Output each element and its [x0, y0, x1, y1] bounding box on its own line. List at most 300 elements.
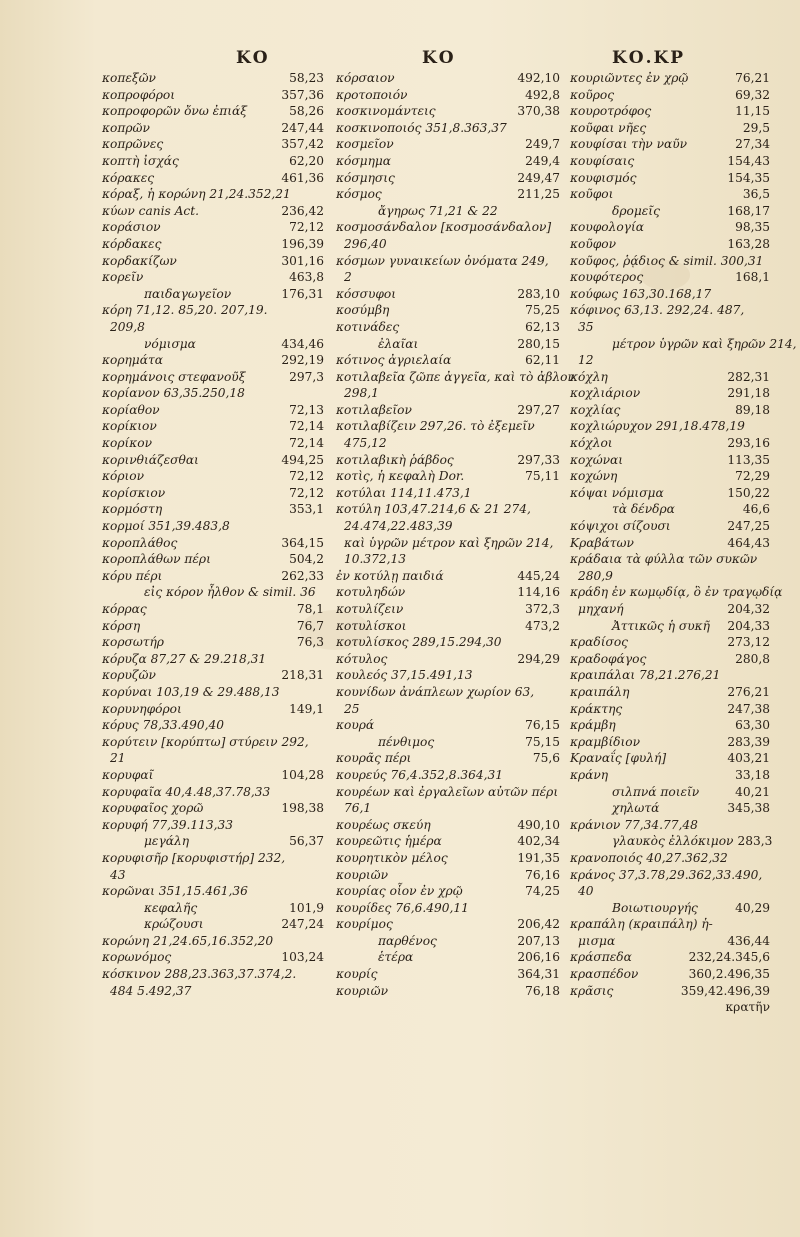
entry-term: κορδακίζων	[102, 253, 177, 268]
entry-reference	[556, 435, 560, 452]
index-entry	[102, 850, 324, 867]
entry-reference: 204,32	[727, 602, 770, 616]
entry-term: κοῦρος	[570, 87, 615, 102]
entry-reference	[766, 916, 770, 933]
entry-term: κορυνηφόροι	[102, 701, 182, 716]
index-entry	[570, 551, 770, 568]
entry-term: κράνος 37,3.78,29.362,33.490,	[570, 867, 763, 882]
entry-reference: 504,2	[289, 552, 324, 567]
entry-reference	[556, 219, 560, 236]
entry-reference: 402,34	[517, 834, 560, 849]
entry-term: μισμα	[578, 933, 616, 948]
entry-term: κοπρῶνες	[102, 137, 164, 152]
index-entry	[336, 336, 560, 353]
index-column-3	[570, 70, 797, 1016]
index-entry	[102, 568, 324, 585]
entry-reference: 40,21	[735, 784, 770, 799]
entry-reference: 114,16	[517, 585, 560, 600]
index-entry	[336, 352, 560, 369]
index-entry	[102, 369, 324, 386]
index-entry	[570, 933, 770, 950]
entry-term: παιδαγωγεῖον	[144, 286, 232, 301]
entry-reference	[320, 385, 324, 402]
entry-term: κοπρῶν	[102, 120, 150, 135]
entry-reference: 282,31	[727, 369, 770, 384]
index-entry	[570, 385, 770, 402]
entry-reference: 72,12	[289, 469, 324, 484]
entry-term: κορμοί 351,39.483,8	[102, 519, 230, 534]
entry-reference: 154,43	[727, 153, 770, 168]
entry-reference: 168,1	[735, 270, 770, 285]
entry-term: γλαυκὸς ἐλλόκιμον	[612, 834, 734, 849]
entry-reference: 297,33	[517, 452, 560, 467]
index-entry	[336, 418, 560, 435]
entry-term: κραδοφάγος	[570, 651, 647, 666]
entry-reference: 62,11	[525, 353, 560, 368]
index-entry	[570, 999, 770, 1016]
entry-term: κουφίσαις	[570, 153, 635, 168]
entry-term: κόσμησις	[336, 170, 395, 185]
index-entry	[570, 518, 770, 535]
index-entry	[336, 369, 575, 386]
entry-term: κότινος ἀγριελαία	[336, 353, 452, 368]
index-entry	[102, 352, 324, 369]
index-entry	[102, 584, 324, 601]
index-entry	[102, 734, 324, 751]
entry-reference: 276,21	[727, 684, 770, 699]
entry-reference	[766, 302, 770, 319]
entry-term: κορίσκιον	[102, 485, 166, 500]
index-entry	[336, 286, 560, 303]
entry-reference	[556, 767, 560, 784]
entry-reference: 473,2	[525, 618, 560, 633]
entry-term: κοπτὴ ἰσχάς	[102, 153, 179, 168]
entry-term: εἰς κόρον ἦλθον & simil. 36	[144, 585, 316, 600]
entry-term: κοπροφόροι	[102, 87, 175, 102]
index-entry	[336, 933, 560, 950]
index-entry	[336, 485, 560, 502]
entry-reference: 283,39	[727, 734, 770, 749]
index-entry	[570, 70, 770, 87]
index-entry	[336, 153, 560, 170]
index-entry	[336, 551, 560, 568]
entry-term: 21	[110, 751, 126, 766]
index-entry	[102, 136, 324, 153]
index-entry	[102, 883, 324, 900]
entry-term: κορμόστη	[102, 502, 163, 517]
entry-reference	[320, 983, 324, 1000]
entry-reference	[556, 120, 560, 137]
index-entry	[102, 186, 324, 203]
entry-reference	[320, 319, 324, 336]
index-entry	[336, 916, 560, 933]
entry-term: κοχώνη	[570, 469, 618, 484]
entry-reference: 72,29	[735, 469, 770, 484]
index-entry	[336, 684, 560, 701]
entry-reference: 247,38	[727, 701, 770, 716]
entry-term: κορημάνοις στεφανοῦξ	[102, 369, 246, 384]
entry-reference	[766, 867, 770, 884]
entry-term: κορύτειν [κορύπτω] στύρειν 292,	[102, 734, 309, 749]
entry-term: κραδίσος	[570, 635, 628, 650]
index-entry	[102, 402, 324, 419]
entry-reference: κρατῆν	[725, 1000, 770, 1015]
entry-reference	[796, 336, 800, 353]
index-entry	[570, 867, 770, 884]
entry-reference: 62,13	[525, 319, 560, 334]
entry-reference: 113,35	[727, 452, 770, 467]
index-entry	[336, 468, 560, 485]
index-entry	[102, 518, 324, 535]
entry-reference	[556, 900, 560, 917]
entry-term: κουφισμός	[570, 170, 637, 185]
entry-term: κράνη	[570, 767, 609, 782]
entry-reference	[766, 352, 770, 369]
entry-reference	[556, 667, 560, 684]
entry-term: καὶ ὑγρῶν μέτρον καὶ ξηρῶν 214,	[344, 535, 554, 550]
entry-reference: 58,26	[289, 104, 324, 119]
index-entry	[336, 750, 560, 767]
entry-reference	[556, 535, 560, 552]
entry-term: κόψαι νόμισμα	[570, 485, 664, 500]
entry-reference	[320, 850, 324, 867]
entry-term: κόρσαιον	[336, 71, 395, 85]
index-entry	[570, 717, 770, 734]
entry-term: κορεῖν	[102, 270, 144, 285]
entry-reference: 75,11	[525, 469, 560, 484]
entry-reference: 89,18	[735, 402, 770, 417]
entry-reference	[556, 551, 560, 568]
entry-term: κεφαλῆς	[144, 900, 198, 915]
entry-term: μηχανή	[578, 602, 624, 616]
entry-reference: 403,21	[727, 751, 770, 766]
entry-term: κορωνόμος	[102, 950, 172, 965]
index-entry	[570, 850, 770, 867]
entry-term: κοτυλίσκοι	[336, 618, 407, 633]
entry-reference: 357,42	[281, 137, 324, 152]
index-entry	[102, 900, 324, 917]
entry-reference: 149,1	[289, 701, 324, 716]
entry-term: 209,8	[110, 319, 145, 334]
entry-reference: 492,8	[525, 87, 560, 102]
index-entry	[336, 253, 560, 270]
entry-term: κουρητικὸν μέλος	[336, 850, 448, 865]
index-entry	[102, 833, 324, 850]
entry-term: κοτυληδών	[336, 585, 406, 600]
index-entry	[570, 186, 770, 203]
entry-term: 25	[344, 701, 360, 716]
index-entry	[570, 170, 770, 187]
index-entry	[336, 800, 560, 817]
entry-reference: 434,46	[281, 336, 324, 351]
entry-reference	[320, 684, 324, 701]
entry-term: κοσμοσάνδαλον [κοσμοσάνδαλον]	[336, 220, 552, 235]
index-entry	[336, 767, 560, 784]
entry-reference: 75,25	[525, 303, 560, 318]
entry-reference: 168,17	[727, 203, 770, 218]
entry-reference	[320, 717, 324, 734]
entry-term: τὰ δένδρα	[612, 502, 675, 517]
entry-reference	[556, 236, 560, 253]
index-entry	[570, 369, 770, 386]
index-entry	[570, 136, 770, 153]
entry-term: κορημάτα	[102, 353, 163, 368]
entry-term: κουρίμος	[336, 917, 393, 932]
entry-term: κοχώναι	[570, 452, 624, 467]
entry-term: κουφότερος	[570, 270, 644, 285]
entry-reference	[556, 385, 560, 402]
index-entry	[102, 817, 324, 834]
index-entry	[336, 501, 560, 518]
entry-reference	[556, 518, 560, 535]
index-entry	[570, 750, 770, 767]
index-entry	[336, 120, 560, 137]
entry-term: κόχλοι	[570, 436, 613, 451]
index-entry	[336, 784, 560, 801]
entry-term: πένθιμος	[378, 734, 435, 749]
entry-term: χηλωτά	[612, 801, 660, 816]
entry-reference	[320, 867, 324, 884]
entry-term: κορυζῶν	[102, 668, 156, 683]
entry-term: κραιπάλαι 78,21.276,21	[570, 668, 721, 683]
index-entry	[336, 667, 560, 684]
entry-reference: 283,3	[737, 834, 773, 849]
entry-term: μέτρον ὑγρῶν καὶ ξηρῶν 214,	[612, 336, 797, 351]
entry-reference: 104,28	[281, 767, 324, 782]
entry-reference: 492,10	[517, 71, 560, 85]
entry-term: κόψιχοι σίζουσι	[570, 519, 671, 534]
entry-reference	[320, 933, 324, 950]
entry-term: κόρυ πέρι	[102, 568, 163, 583]
entry-term: κόσκινον 288,23.363,37.374,2.	[102, 967, 297, 982]
entry-term: κορώνη 21,24.65,16.352,20	[102, 933, 274, 948]
entry-reference: 297,27	[517, 402, 560, 417]
entry-term: κόφινος 63,13. 292,24. 487,	[570, 303, 745, 318]
entry-term: κοτιλαβεῖον	[336, 402, 412, 417]
index-entry	[102, 767, 324, 784]
entry-term: κράδη ἐν κωμῳδίᾳ, ὃ ἐν τραγῳδίᾳ	[570, 585, 783, 600]
index-entry	[336, 634, 560, 651]
entry-reference: 58,23	[289, 71, 324, 85]
index-entry	[336, 535, 560, 552]
entry-reference: 353,1	[289, 502, 324, 517]
index-entry	[102, 153, 324, 170]
entry-reference: 36,5	[742, 187, 770, 202]
index-entry	[336, 236, 560, 253]
entry-term: κραιπάλη	[570, 684, 630, 699]
running-head-left: ΚΟ	[236, 48, 270, 68]
running-head-center: ΚΟ	[422, 48, 456, 68]
entry-term: κουρίς	[336, 967, 378, 982]
entry-term: κοτινάδες	[336, 319, 400, 334]
entry-term: κράδαια τὰ φύλλα τῶν συκῶν	[570, 552, 758, 567]
entry-term: κουρέως σκεύη	[336, 817, 431, 832]
index-entry	[336, 319, 560, 336]
entry-term: κουρεύς 76,4.352,8.364,31	[336, 767, 503, 782]
entry-term: κορυφαῖα 40,4.48,37.78,33	[102, 784, 271, 799]
index-entry	[102, 784, 324, 801]
index-entry	[570, 485, 770, 502]
index-entry	[570, 153, 770, 170]
entry-term: κορίανον 63,35.250,18	[102, 386, 245, 401]
index-entry	[102, 253, 324, 270]
entry-reference: 163,28	[727, 236, 770, 251]
entry-reference	[556, 501, 560, 518]
entry-reference: 357,36	[281, 87, 324, 102]
index-entry	[570, 767, 770, 784]
entry-reference	[766, 817, 770, 834]
entry-reference	[766, 319, 770, 336]
entry-term: 12	[578, 353, 594, 368]
entry-reference: 211,25	[517, 187, 560, 202]
index-entry	[102, 651, 324, 668]
index-entry	[336, 219, 560, 236]
entry-reference	[320, 302, 324, 319]
entry-term: κοτύλη 103,47.214,6 & 21 274,	[336, 502, 531, 517]
entry-reference: 196,39	[281, 236, 324, 251]
entry-term: κουνίδων ἀνάπλεων χωρίον 63,	[336, 684, 535, 699]
entry-term: 76,1	[344, 801, 372, 816]
index-entry	[336, 734, 560, 751]
entry-term: 35	[578, 319, 594, 334]
index-entry	[336, 170, 560, 187]
entry-reference: 345,38	[727, 801, 770, 816]
entry-term: κόρυς 78,33.490,40	[102, 718, 225, 733]
entry-reference: 249,7	[525, 137, 560, 152]
entry-term: κοπεξῶν	[102, 71, 156, 85]
entry-term: κόχλη	[570, 369, 608, 384]
entry-reference: 78,1	[296, 602, 324, 616]
index-entry	[336, 452, 560, 469]
index-entry	[102, 385, 324, 402]
entry-reference: 72,12	[289, 220, 324, 235]
entry-term: 475,12	[344, 436, 387, 451]
entry-reference	[766, 551, 770, 568]
entry-term: ἄγηρως 71,21 & 22	[378, 203, 498, 218]
entry-reference	[766, 568, 770, 585]
entry-reference	[556, 485, 560, 502]
entry-term: κουφολογία	[570, 220, 644, 235]
entry-term: κορῶναι 351,15.461,36	[102, 884, 248, 899]
entry-reference	[320, 883, 324, 900]
running-head-right: ΚΟ.ΚΡ	[612, 48, 686, 68]
index-entry	[570, 916, 770, 933]
entry-term: κουριῶν	[336, 983, 389, 998]
entry-term: νόμισμα	[144, 336, 196, 351]
entry-term: 2	[344, 270, 352, 285]
entry-reference: 249,47	[517, 170, 560, 185]
entry-term: κοῦφοι	[570, 187, 614, 202]
entry-term: κορυφαῖ	[102, 767, 154, 782]
entry-term: κόριον	[102, 469, 145, 484]
entry-term: κόρδακες	[102, 236, 162, 251]
entry-term: Κραβάτων	[570, 535, 634, 550]
entry-reference: 247,25	[727, 519, 770, 534]
entry-term: κοτιλαβεῖα ζῶπε ἀγγεῖα, καὶ τὸ ἀβλον	[336, 369, 575, 384]
index-entry	[336, 817, 560, 834]
index-entry	[570, 87, 770, 104]
index-entry	[336, 900, 560, 917]
entry-reference: 218,31	[281, 668, 324, 683]
index-entry	[102, 70, 324, 87]
entry-term: κόσσυφοι	[336, 286, 397, 301]
entry-term: κορσωτήρ	[102, 635, 164, 650]
entry-term: κουρίας οἷον ἐν χρῷ	[336, 884, 463, 899]
entry-term: κοτὶς, ἡ κεφαλὴ Dor.	[336, 469, 465, 484]
entry-term: κοτύλαι 114,11.473,1	[336, 485, 472, 500]
index-entry	[336, 568, 560, 585]
index-entry	[336, 302, 560, 319]
entry-reference	[556, 269, 560, 286]
entry-term: κράμβη	[570, 718, 616, 733]
index-entry	[570, 618, 770, 635]
entry-term: κόρη 71,12. 85,20. 207,19.	[102, 303, 268, 318]
entry-reference	[556, 418, 560, 435]
entry-term: κρώζουσι	[144, 917, 204, 932]
index-entry	[570, 468, 770, 485]
entry-reference: 198,38	[281, 801, 324, 816]
entry-term: κοσκινομάντεις	[336, 104, 436, 119]
index-entry	[570, 319, 770, 336]
index-entry	[570, 966, 770, 983]
entry-reference: 372,3	[525, 602, 560, 616]
entry-term: 484 5.492,37	[110, 983, 192, 998]
index-entry	[570, 236, 770, 253]
entry-term: κορυφή 77,39.113,33	[102, 817, 234, 832]
index-entry	[570, 833, 773, 850]
entry-term: κοτυλίσκος 289,15.294,30	[336, 635, 502, 650]
entry-term: κορίαθον	[102, 402, 160, 417]
index-entry	[336, 983, 560, 1000]
entry-term: κόρση	[102, 618, 141, 633]
entry-reference: 364,15	[281, 535, 324, 550]
index-entry	[102, 983, 324, 1000]
entry-reference: 72,14	[289, 419, 324, 434]
index-entry	[102, 701, 324, 718]
entry-reference	[320, 750, 324, 767]
entry-reference	[320, 966, 324, 983]
index-entry	[102, 535, 324, 552]
entry-reference: 359,42.496,39	[680, 983, 770, 998]
index-entry	[102, 418, 324, 435]
entry-reference: 76,16	[525, 867, 560, 882]
entry-term: κορίκον	[102, 436, 153, 451]
index-entry	[570, 734, 770, 751]
entry-term: 40	[578, 884, 594, 899]
index-entry	[570, 701, 770, 718]
entry-reference	[766, 850, 770, 867]
entry-term: κοπροφορῶν ὄνω ἐπιάξ	[102, 104, 247, 119]
entry-term: κοχλίας	[570, 402, 621, 417]
entry-reference: 40,29	[735, 900, 770, 915]
entry-reference: 262,33	[281, 568, 324, 583]
entry-reference: 191,35	[517, 850, 560, 865]
entry-term: κράνιον 77,34.77,48	[570, 817, 698, 832]
index-entry	[102, 551, 324, 568]
entry-reference: 206,16	[517, 950, 560, 965]
entry-reference: 232,24.345,6	[688, 950, 770, 965]
index-entry	[570, 601, 770, 618]
entry-reference	[556, 634, 560, 651]
entry-term: Βοιωτιουργής	[612, 900, 698, 915]
entry-reference	[556, 800, 560, 817]
entry-term: κόρυζα 87,27 & 29.218,31	[102, 651, 267, 666]
index-entry	[102, 435, 324, 452]
entry-reference	[556, 253, 560, 270]
entry-reference: 75,15	[525, 734, 560, 749]
entry-term: κοσκινοποιός 351,8.363,37	[336, 120, 507, 135]
index-entry	[336, 949, 560, 966]
